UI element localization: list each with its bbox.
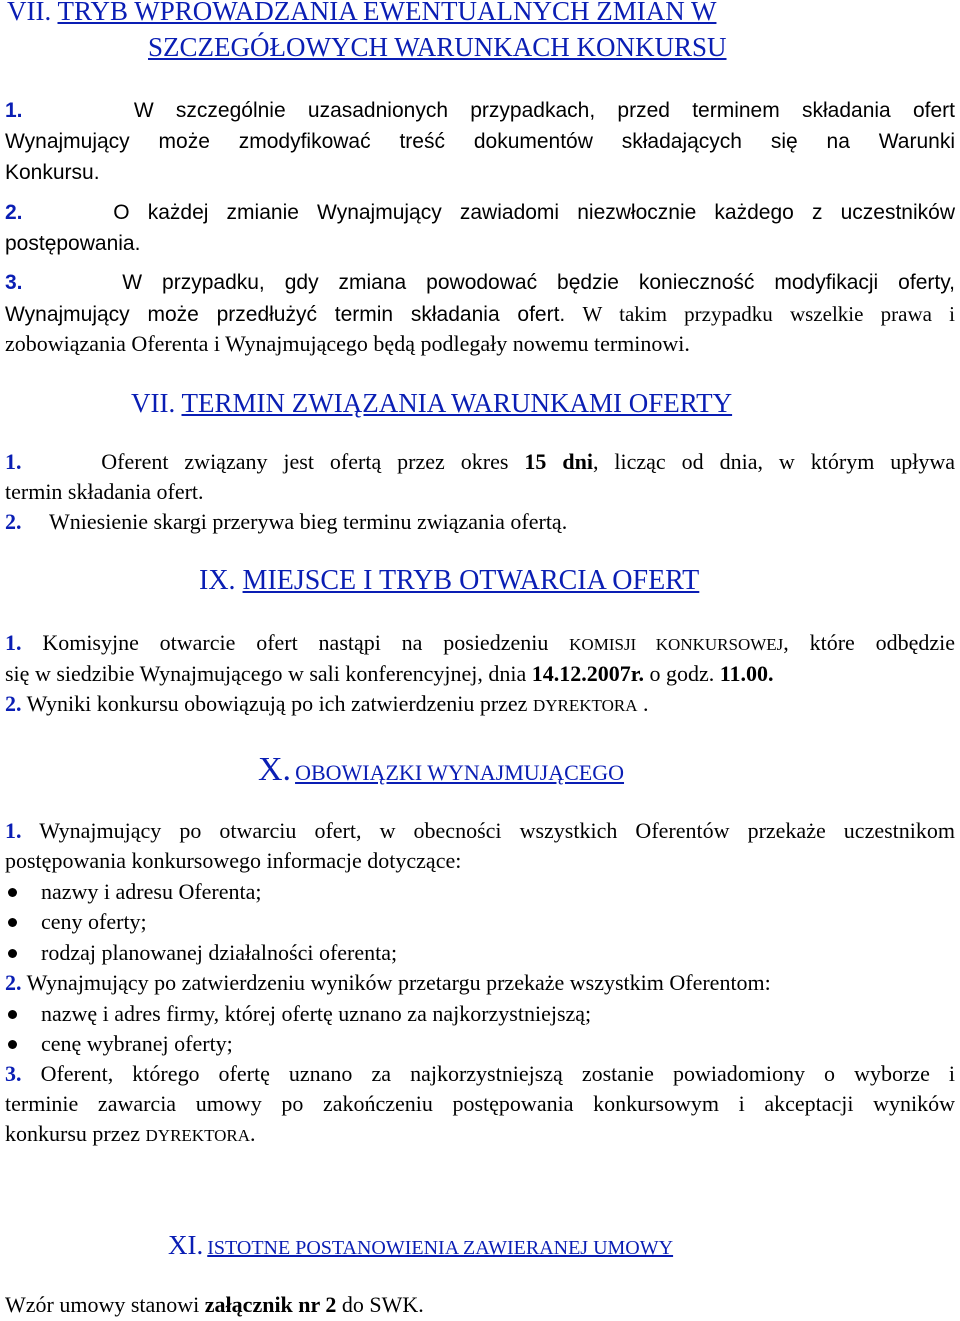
item-text-sans: Wynajmujący może przedłużyć termin składania ofert. [5,303,566,326]
paragraph-line [5,299,955,330]
paragraph-line [5,507,567,537]
bullet-icon [8,949,17,958]
list-item: nazwy i adresu Oferenta; [41,879,262,904]
item-text: W przypadku, gdy zmiana powodować będzie konieczność modyfikacji oferty, [122,271,955,294]
item-text: Wynajmujący po otwarciu ofert, w obecności wszystkich Oferentów przekaże uczestnikom [39,818,955,843]
list-item: cenę wybranej oferty; [41,1031,233,1056]
item-text: konkursu przez [5,1121,146,1146]
director-title: DYREKTORA [532,696,638,715]
item-number: 2. [5,970,22,995]
item-text: o godz. [643,661,720,686]
heading-title-line-1: TRYB WPROWADZANIA EWENTUALNYCH ZMIAN W [57,0,717,26]
paragraph-line [5,268,955,298]
paragraph-line: terminie zawarcia umowy po zakończeniu postępowania konkursowym i akceptacji wyników [5,1091,955,1116]
item-text: Komisyjne otwarcie ofert nastąpi na posiedzeniu [42,630,570,655]
item-text: , licząc od dnia, w którym upływa [592,449,956,474]
committee-name: KOMISJI KONKURSOWEJ [569,635,784,654]
section-heading-opening [199,564,699,598]
item-text-serif: W takim przypadku wszelkie prawa i [582,302,955,326]
opening-time: 11.00. [719,661,774,686]
item-text: Wniesienie skargi przerywa bieg terminu związania ofertą. [49,509,568,534]
item-number: 1. [5,630,22,655]
item-text: . [250,1121,256,1146]
heading-roman: IX. [199,565,236,596]
list-item: ceny oferty; [41,909,147,934]
opening-date: 14.12.2007r. [531,661,644,686]
item-duration: 15 dni [524,449,593,474]
heading-title: TERMIN ZWIĄZANIA WARUNKAMI OFERTY [181,388,733,418]
heading-roman: X. [258,751,292,788]
paragraph-line [5,659,774,689]
paragraph-line [5,1119,256,1151]
item-number: 2. [5,201,23,224]
paragraph-line: postępowania. [5,232,141,255]
section-heading-changes [7,0,716,28]
paragraph-line [5,96,955,126]
director-title: DYREKTORA [145,1126,251,1145]
item-text: Wyniki konkursu obowiązują po ich zatwierdzeniu przez [26,691,533,716]
item-number: 1. [5,99,23,122]
list-item: rodzaj planowanej działalności oferenta; [41,940,398,965]
heading-roman: VII. [131,388,176,418]
paragraph-line [5,447,955,477]
item-text: W szczególnie uzasadnionych przypadkach, przed terminem składania ofert [133,99,955,122]
paragraph-line [5,628,955,660]
item-number: 2. [5,691,22,716]
paragraph-line: zobowiązania Oferenta i Wynajmującego będą podlegały nowemu terminowi. [5,331,690,356]
paragraph-line [5,1290,424,1320]
heading-title: OBOWIĄZKI WYNAJMUJĄCEGO [295,760,625,785]
section-heading-contract [168,1227,673,1268]
paragraph-line [5,816,955,846]
bullet-icon [8,888,17,897]
section-heading-obligations [258,750,624,796]
item-text: Wzór umowy stanowi [5,1292,205,1317]
item-text: Wynajmujący po zatwierdzeniu wyników przetargu przekaże wszystkim Oferentom: [26,970,771,995]
item-text: . [637,691,649,716]
section-heading-binding [131,386,732,420]
item-text: Oferent związany jest ofertą przez okres [101,449,509,474]
item-text: Oferent, którego ofertę uznano za najkorzystniejszą zostanie powiadomiony o wyborze i [40,1061,956,1086]
bullet-icon [8,918,17,927]
item-text: się w siedzibie Wynajmującego w sali konferencyjnej, dnia [5,661,532,686]
item-number: 3. [5,1061,22,1086]
item-number: 1. [5,449,22,474]
paragraph-line: Wynajmujący może zmodyfikować treść dokumentów składających się na Warunki [5,130,955,153]
item-number: 1. [5,818,22,843]
paragraph-line [5,1059,955,1089]
paragraph-line [5,968,771,998]
paragraph-line: termin składania ofert. [5,479,204,504]
item-text: O każdej zmianie Wynajmujący zawiadomi niezwłocznie każdego z uczestników [113,201,955,224]
section-heading-changes-line-2: SZCZEGÓŁOWYCH WARUNKACH KONKURSU [148,32,727,62]
heading-title: MIEJSCE I TRYB OTWARCIA OFERT [242,565,700,596]
attachment-ref: załącznik nr 2 [204,1292,337,1317]
heading-title: ISTOTNE POSTANOWIENIA ZAWIERANEJ UMOWY [207,1237,674,1259]
list-item: nazwę i adres firmy, której ofertę uznano za najkorzystniejszą; [41,1001,592,1026]
heading-roman: XI. [168,1230,204,1260]
heading-roman: VII. [7,0,52,26]
item-number: 2. [5,509,22,534]
paragraph-line [5,198,955,228]
bullet-icon [8,1010,17,1019]
paragraph-line: postępowania konkursowego informacje dotyczące: [5,848,462,873]
paragraph-line: Konkursu. [5,161,100,184]
bullet-icon [8,1040,17,1049]
paragraph-line [5,689,648,721]
item-text: , które odbędzie [783,630,956,655]
item-text: do SWK. [336,1292,424,1317]
item-number: 3. [5,271,23,294]
